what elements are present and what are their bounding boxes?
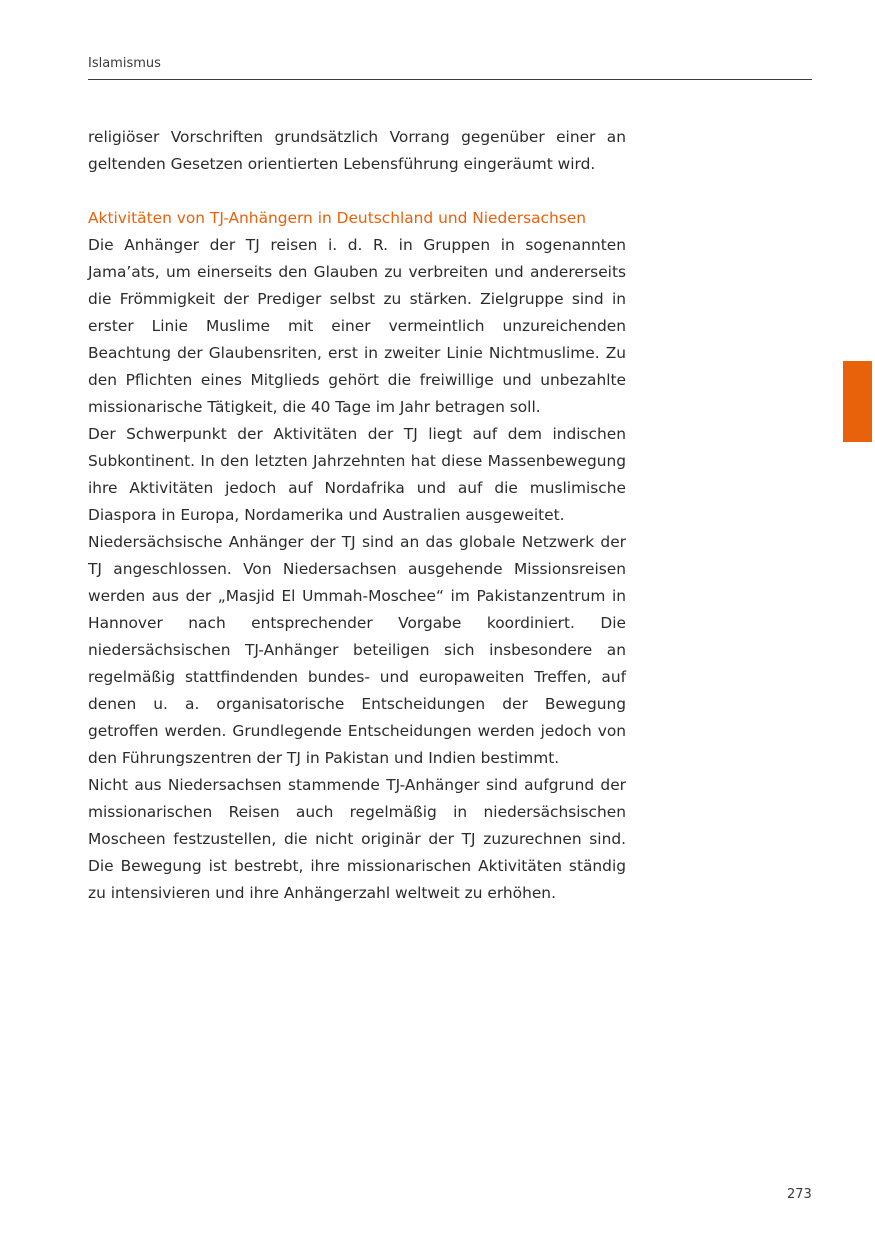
paragraph: Nicht aus Niedersachsen stammende TJ-Anhänger sind aufgrund der missionarischen Reisen auch regelmäßig in niedersächsischen Moscheen festzustellen, die nicht originär der TJ zuzurechnen sind. Die Bewegung ist bestrebt, ihre missionarischen Aktivitäten ständig zu intensivieren und ihre Anhängerzahl weltweit zu erhöhen.: [88, 776, 626, 902]
chapter-marker-tab: [843, 361, 872, 442]
running-title: Islamismus: [88, 56, 161, 71]
header-rule: [88, 79, 812, 80]
paragraph: Der Schwerpunkt der Aktivitäten der TJ liegt auf dem indischen Subkontinent. In den letzten Jahrzehnten hat diese Massenbewegung ihre Aktivitäten jedoch auf Nordafrika und auf die muslimische Diaspora in Europa, Nordamerika und Australien ausgeweitet.: [88, 425, 626, 524]
intro-paragraph: religiöser Vorschriften grundsätzlich Vorrang gegenüber einer an geltenden Gesetzen orientierten Lebensführung eingeräumt wird.: [88, 128, 626, 173]
paragraph: Niedersächsische Anhänger der TJ sind an das globale Netzwerk der TJ angeschlossen. Von Niedersachsen ausgehende Missionsreisen werden aus der „Masjid El Ummah-Moschee“ im Pakistanzentrum in Hannover nach entsprechender Vorgabe koordiniert. Die niedersächsischen TJ-Anhänger beteiligen sich insbesondere an regelmäßig stattfindenden bundes- und europaweiten Treffen, auf denen u. a. organisatorische Entscheidungen der Bewegung getroffen werden. Grundlegende Entscheidungen werden jedoch von den Führungszentren der TJ in Pakistan und Indien bestimmt.: [88, 533, 626, 767]
body-text: [88, 124, 626, 907]
page-number: 273: [787, 1187, 812, 1202]
section-heading: Aktivitäten von TJ-Anhängern in Deutschland und Niedersachsen: [88, 209, 586, 227]
paragraph: Die Anhänger der TJ reisen i. d. R. in Gruppen in sogenannten Jama’ats, um einerseits den Glauben zu verbreiten und andererseits die Frömmigkeit der Prediger selbst zu stärken. Zielgruppe sind in erster Linie Muslime mit einer vermeintlich unzureichenden Beachtung der Glaubensriten, erst in zweiter Linie Nichtmuslime. Zu den Pflichten eines Mitglieds gehört die freiwillige und unbezahlte missionarische Tätigkeit, die 40 Tage im Jahr betragen soll.: [88, 236, 626, 416]
